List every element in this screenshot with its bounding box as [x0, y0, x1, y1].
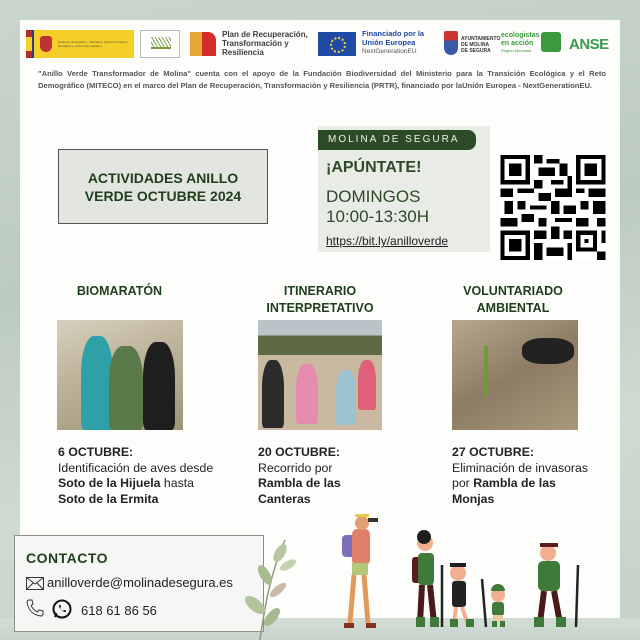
logo-ecologistas-en-accion: ecologistas en acción Región Murciana	[501, 30, 561, 58]
logo-plan-recuperacion: Plan de Recuperación, Transformación y Resiliencia	[190, 30, 310, 58]
activity-title-itinerario: ITINERARIO INTERPRETATIVO	[266, 284, 374, 315]
logo-anse: ANSE	[569, 36, 609, 53]
photo-volunteer-planting	[452, 320, 578, 430]
title-box	[58, 149, 268, 224]
photo-hiking-group	[258, 320, 382, 430]
photo-birdwatching	[57, 320, 183, 430]
signup-link[interactable]: https://bit.ly/anilloverde	[326, 234, 449, 248]
contact-title: CONTACTO	[26, 550, 109, 566]
phone-number[interactable]: 618 61 86 56	[81, 603, 157, 618]
hikers-illustration-icon	[330, 505, 600, 635]
grass-icon	[151, 37, 171, 49]
activity-title-biomaraton: BIOMARATÓN	[76, 284, 163, 298]
logo-union-europea: Financiado por la Unión Europea NextGenerationEU	[318, 30, 443, 58]
activity-description-2: 20 OCTUBRE: Recorrido por Rambla de las Canteras	[258, 445, 341, 506]
sponsor-logos	[26, 30, 616, 60]
shield-icon	[444, 31, 458, 55]
coat-of-arms-icon	[40, 36, 52, 52]
activity-title-voluntariado: VOLUNTARIADO AMBIENTAL	[463, 284, 563, 315]
intro-text: "Anillo Verde Transformador de Molina" cuenta con el apoyo de la Fundación Biodiversidad del Ministerio para la Transición Ecológica y el Reto Demográfico (MITECO) en el marco del Plan de Recuperación, Transformación y Resiliencia (PRTR), financiado por laUnión Europea - NextGenerationEU.	[38, 69, 606, 90]
eu-flag-icon	[318, 32, 356, 56]
email-link[interactable]: anilloverde@molinadesegura.es	[47, 575, 233, 590]
activity-description-3: 27 OCTUBRE: Eliminación de invasoras por Rambla de las Monjas	[452, 445, 589, 506]
signup-cta: ¡APÚNTATE!	[326, 159, 422, 176]
schedule: DOMINGOS 10:00-13:30H	[326, 187, 430, 226]
location-badge: MOLINA DE SEGURA	[318, 130, 476, 150]
qr-code-icon[interactable]	[500, 155, 606, 260]
leaves-decoration-icon	[240, 535, 300, 640]
phone-icon	[26, 599, 44, 617]
page-title: ACTIVIDADES ANILLO VERDE OCTUBRE 2024	[84, 169, 242, 204]
logo-gobierno: Gobierno de España — Ministerio para la Transición Ecológica y el Reto Demográfico	[26, 30, 134, 58]
logo-molina-de-segura: AYUNTAMIENTO DE MOLINA DE SEGURA	[444, 30, 490, 58]
whatsapp-icon	[52, 599, 72, 619]
sun-icon	[541, 32, 561, 52]
logo-fundacion-biodiversidad	[140, 30, 180, 58]
mail-icon	[26, 577, 44, 590]
activity-description-1: 6 OCTUBRE: Identificación de aves desde Soto de la Hijuela hasta Soto de la Ermita	[58, 445, 214, 506]
